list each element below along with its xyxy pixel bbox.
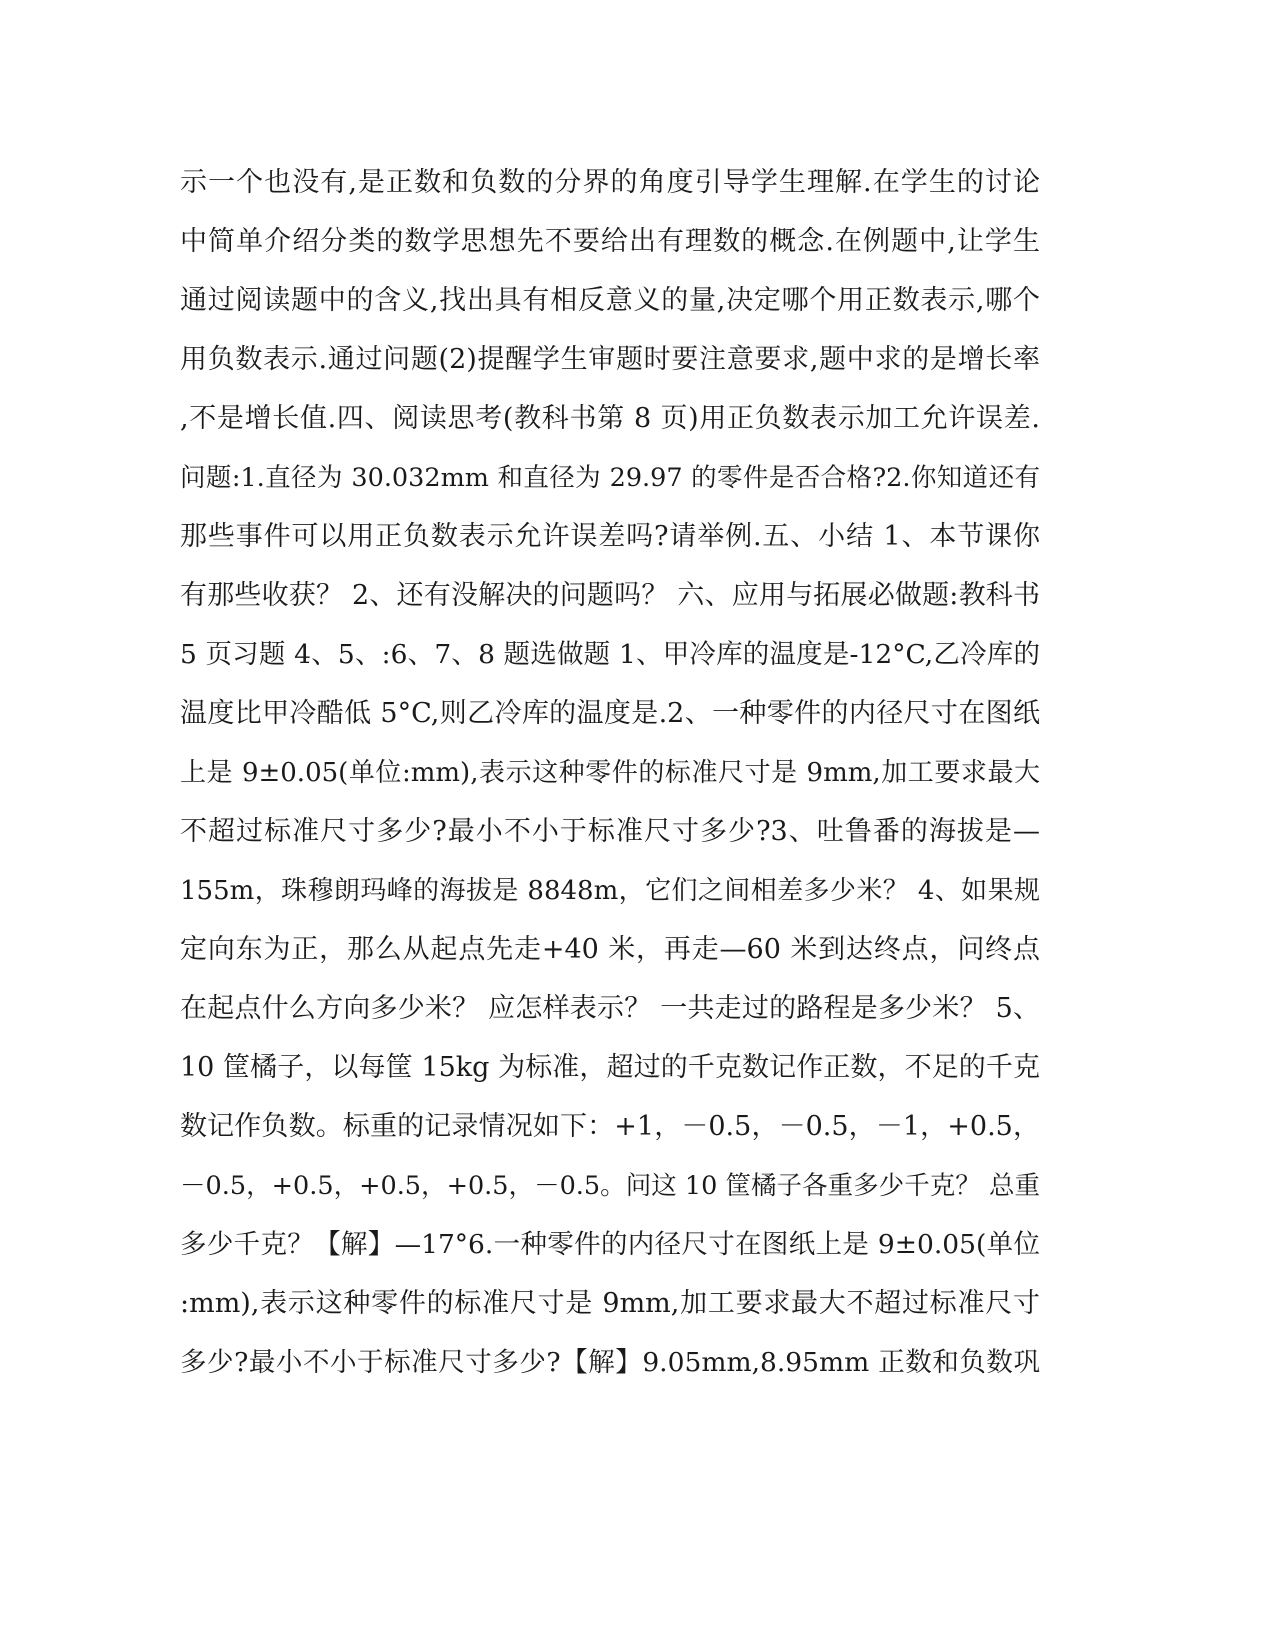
text-line-16: 10 筐橘子，以每筐 15kg 为标准，超过的千克数记作正数，不足的千克 <box>180 1052 1040 1083</box>
text-line-13: 155m，珠穆朗玛峰的海拔是 8848m，它们之间相差多少米？ 4、如果规 <box>180 876 1040 906</box>
text-line-17: 数记作负数。标重的记录情况如下：+1，－0.5，－0.5，－1，+0.5， <box>180 1111 1040 1142</box>
text-line-7: 那些事件可以用正负数表示允许误差吗?请举例.五、小结 1、本节课你 <box>180 521 1040 552</box>
text-line-12: 不超过标准尺寸多少?最小不小于标准尺寸多少?3、吐鲁番的海拔是— <box>180 816 1040 847</box>
text-line-11: 上是 9±0.05(单位:mm),表示这种零件的标准尺寸是 9mm,加工要求最大 <box>180 758 1040 788</box>
text-line-19: 多少千克？【解】—17°6.一种零件的内径尺寸在图纸上是 9±0.05(单位 <box>180 1229 1040 1260</box>
text-line-14: 定向东为正，那么从起点先走+40 米，再走—60 米到达终点，问终点 <box>180 934 1040 965</box>
text-line-18: －0.5，+0.5，+0.5，+0.5，－0.5。问这 10 筐橘子各重多少千克？ 总重 <box>180 1171 1040 1201</box>
text-line-4: 用负数表示.通过问题(2)提醒学生审题时要注意要求,题中求的是增长率 <box>180 344 1040 375</box>
text-line-5: ,不是增长值.四、阅读思考(教科书第 8 页)用正负数表示加工允许误差. <box>180 403 1040 434</box>
text-line-15: 在起点什么方向多少米？ 应怎样表示？ 一共走过的路程是多少米？ 5、 <box>180 993 1040 1024</box>
text-line-1: 示一个也没有,是正数和负数的分界的角度引导学生理解.在学生的讨论 <box>180 167 1040 198</box>
text-line-8: 有那些收获？ 2、还有没解决的问题吗？ 六、应用与拓展必做题:教科书 <box>180 580 1040 611</box>
text-line-10: 温度比甲冷酷低 5°C,则乙冷库的温度是.2、一种零件的内径尺寸在图纸 <box>180 698 1040 729</box>
text-line-6: 问题:1.直径为 30.032mm 和直径为 29.97 的零件是否合格?2.你知道还有 <box>180 463 1040 493</box>
text-line-2: 中简单介绍分类的数学思想先不要给出有理数的概念.在例题中,让学生 <box>180 226 1040 257</box>
text-line-20: :mm),表示这种零件的标准尺寸是 9mm,加工要求最大不超过标准尺寸 <box>180 1288 1040 1319</box>
text-line-9: 5 页习题 4、5、:6、7、8 题选做题 1、甲冷库的温度是-12°C,乙冷库的 <box>180 639 1040 670</box>
text-line-3: 通过阅读题中的含义,找出具有相反意义的量,决定哪个用正数表示,哪个 <box>180 285 1040 316</box>
body-text <box>180 160 1040 1399</box>
text-line-21: 多少?最小不小于标准尺寸多少?【解】9.05mm,8.95mm 正数和负数巩 <box>180 1347 1040 1378</box>
